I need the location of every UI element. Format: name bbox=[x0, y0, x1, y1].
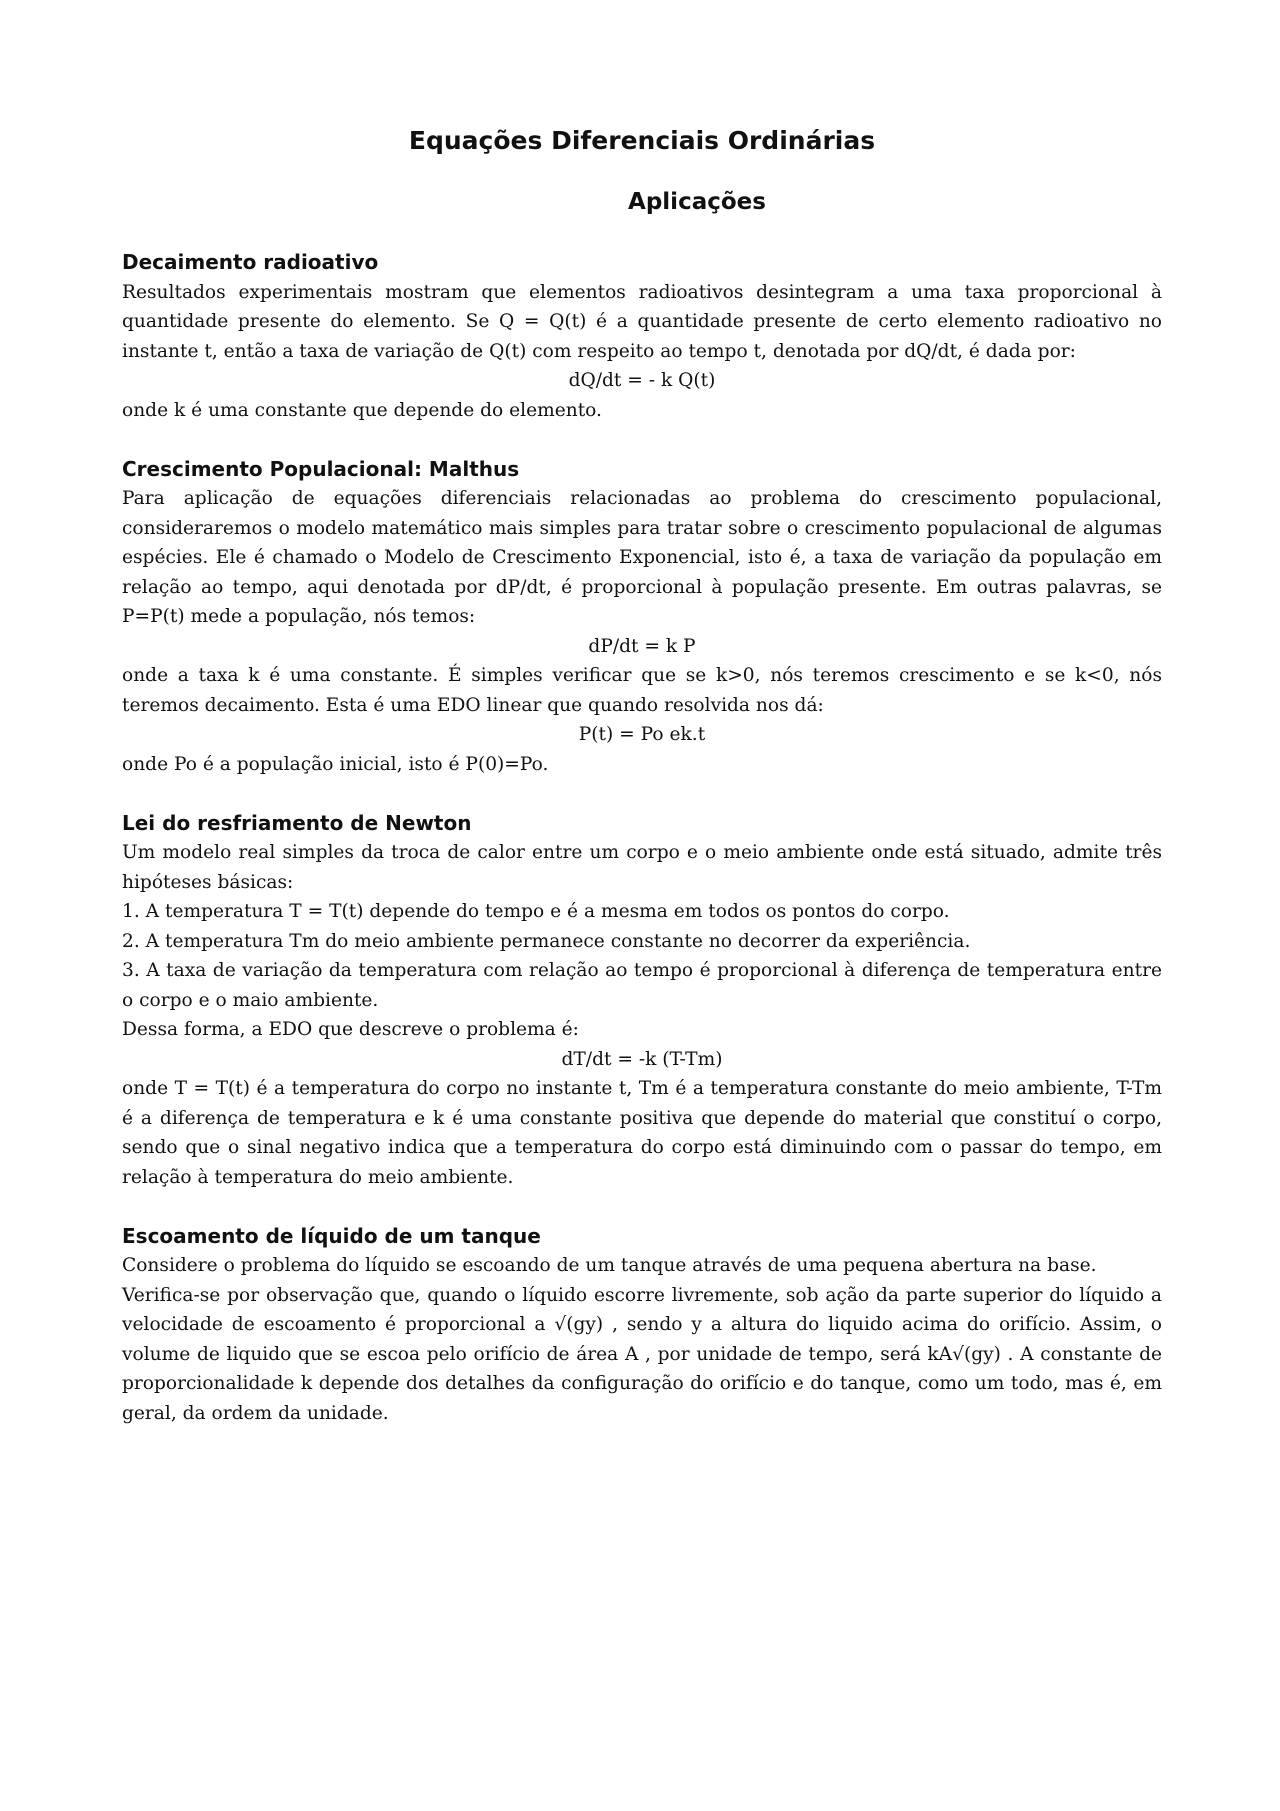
section-heading: Crescimento Populacional: Malthus bbox=[122, 456, 520, 481]
section-heading: Lei do resfriamento de Newton bbox=[122, 810, 472, 835]
document-subtitle: Aplicações bbox=[628, 189, 766, 215]
section-spacer bbox=[122, 425, 1162, 455]
paragraph: onde Po é a população inicial, isto é P(0)=Po. bbox=[122, 753, 549, 775]
paragraph: Considere o problema do líquido se escoando de um tanque através de uma pequena abertura na base. bbox=[122, 1255, 1097, 1276]
section-heading: Escoamento de líquido de um tanque bbox=[122, 1223, 541, 1248]
paragraph: onde k é uma constante que depende do elemento. bbox=[122, 399, 602, 421]
paragraph: onde a taxa k é uma constante. É simples verificar que se k>0, nós teremos crescimento e se k<0, nós teremos decaimento. Esta é uma EDO linear que quando resolvida nos dá: bbox=[122, 665, 1162, 716]
section-spacer bbox=[122, 779, 1162, 809]
section-crescimento-populacional bbox=[122, 455, 1162, 780]
section-spacer bbox=[122, 1192, 1162, 1222]
section-decaimento-radioativo bbox=[122, 248, 1162, 425]
document-title: Equações Diferenciais Ordinárias bbox=[408, 126, 876, 155]
paragraph: Resultados experimentais mostram que elementos radioativos desintegram a uma taxa proporcional à quantidade presente do elemento. Se Q = Q(t) é a quantidade presente de certo elemento radioativo no instante t, então a taxa de variação de Q(t) com respeito ao tempo t, denotada por dQ/dt, é dada por: bbox=[122, 281, 1162, 362]
paragraph: Verifica-se por observação que, quando o líquido escorre livremente, sob ação da parte superior do líquido a velocidade de escoamento é proporcional a √(gy) , sendo y a altura do liquido acima do orifício. Assim, o volume de liquido que se escoa pelo orifício de área A , por unidade de tempo, será kA√(gy) . A constante de proporcionalidade k depende dos detalhes da configuração do orifício e do tanque, como um todo, mas é, em geral, da ordem da unidade. bbox=[122, 1284, 1162, 1424]
list-item: 2. A temperatura Tm do meio ambiente permanece constante no decorrer da experiência. bbox=[122, 930, 971, 952]
section-heading: Decaimento radioativo bbox=[122, 250, 379, 274]
list-item: 1. A temperatura T = T(t) depende do tempo e é a mesma em todos os pontos do corpo. bbox=[122, 901, 950, 922]
paragraph: onde T = T(t) é a temperatura do corpo no instante t, Tm é a temperatura constante do meio ambiente, T-Tm é a diferença de temperatura e k é uma constante positiva que depende do material que constituí o corpo, sendo que o sinal negativo indica que a temperatura do corpo está diminuindo com o passar do tempo, em relação à temperatura do meio ambiente. bbox=[122, 1078, 1162, 1188]
equation: P(t) = Po ek.t bbox=[578, 724, 706, 745]
paragraph: Um modelo real simples da troca de calor entre um corpo e o meio ambiente onde está situado, admite três hipóteses básicas: bbox=[122, 842, 1162, 893]
equation: dP/dt = k P bbox=[588, 635, 696, 657]
document-page bbox=[122, 118, 1162, 1428]
equation: dT/dt = -k (T-Tm) bbox=[561, 1048, 723, 1070]
section-escoamento-liquido bbox=[122, 1222, 1162, 1429]
paragraph: Para aplicação de equações diferenciais relacionadas ao problema do crescimento populacional, consideraremos o modelo matemático mais simples para tratar sobre o crescimento populacional de algumas espécies. Ele é chamado o Modelo de Crescimento Exponencial, isto é, a taxa de variação da população em relação ao tempo, aqui denotada por dP/dt, é proporcional à população presente. Em outras palavras, se P=P(t) mede a população, nós temos: bbox=[122, 488, 1162, 627]
paragraph: Dessa forma, a EDO que descreve o problema é: bbox=[122, 1019, 579, 1040]
equation: dQ/dt = - k Q(t) bbox=[568, 370, 716, 391]
list-item: 3. A taxa de variação da temperatura com relação ao tempo é proporcional à diferença de temperatura entre o corpo e o maio ambiente. bbox=[122, 960, 1162, 1011]
section-lei-resfriamento-newton bbox=[122, 809, 1162, 1193]
